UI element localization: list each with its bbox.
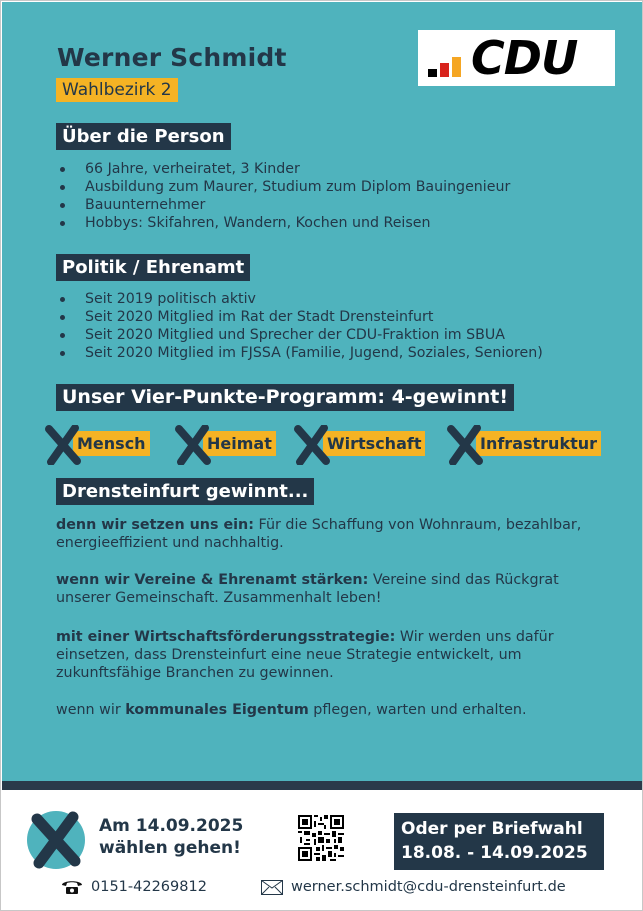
qr-code-icon[interactable]: [298, 815, 344, 861]
email-address: werner.schmidt@cdu-drensteinfurt.de: [291, 879, 566, 895]
vote-line-1: Am 14.09.2025: [99, 816, 244, 836]
envelope-icon: [261, 880, 283, 895]
phone-contact[interactable]: [61, 877, 207, 897]
list-item: 66 Jahre, verheiratet, 3 Kinder: [59, 160, 510, 178]
wins-paragraph-3: [56, 628, 586, 682]
divider-band: [2, 781, 643, 790]
logo-bar-orange: [452, 57, 461, 77]
cdu-logo: [418, 30, 615, 86]
ballot-x-icon: [445, 425, 485, 465]
list-item: Seit 2020 Mitglied im FJSSA (Familie, Jugend, Soziales, Senioren): [59, 344, 543, 362]
wins-paragraph-4: [56, 701, 586, 719]
phone-number: 0151-42269812: [91, 879, 207, 895]
paragraph-body: Wir werden uns dafür einsetzen, dass Drensteinfurt eine neue Strategie entwickelt, um zukunftsfähige Branchen zu gewinnen.: [56, 629, 554, 681]
paragraph-lead: kommunales Eigentum: [125, 702, 309, 718]
about-heading: Über die Person: [56, 123, 231, 150]
paragraph-lead: mit einer Wirtschaftsförderungsstrategie:: [56, 629, 396, 645]
program-point-infrastruktur: Infrastruktur: [476, 431, 601, 456]
list-item: Seit 2019 politisch aktiv: [59, 290, 543, 308]
ballot-x-icon: [43, 425, 83, 465]
wins-paragraph-1: [56, 516, 586, 552]
brief-line-1: Oder per Briefwahl: [401, 819, 583, 839]
paragraph-lead: denn wir setzen uns ein:: [56, 517, 254, 533]
postal-vote-box: [394, 813, 604, 870]
list-item: Hobbys: Skifahren, Wandern, Kochen und Reisen: [59, 214, 510, 232]
vote-date-note: [99, 815, 243, 859]
wins-heading: Drensteinfurt gewinnt...: [56, 478, 314, 505]
program-heading: Unser Vier-Punkte-Programm: 4-gewinnt!: [56, 384, 514, 411]
ballot-x-icon: [292, 425, 332, 465]
list-item: Bauunternehmer: [59, 196, 510, 214]
telephone-icon: [61, 879, 83, 895]
paragraph-suffix: pflegen, warten und erhalten.: [308, 702, 527, 718]
email-contact[interactable]: [261, 877, 566, 897]
wins-paragraph-2: [56, 571, 586, 607]
logo-bar-red: [440, 63, 449, 77]
vote-line-2: wählen gehen!: [99, 838, 241, 858]
ballot-x-icon: [173, 425, 213, 465]
logo-text: CDU: [471, 31, 578, 85]
district-badge: Wahlbezirk 2: [56, 78, 178, 102]
politics-list: [59, 290, 543, 362]
paragraph-body: Vereine sind das Rückgrat unserer Gemeinschaft. Zusammenhalt leben!: [56, 572, 559, 606]
paragraph-lead: wenn wir Vereine & Ehrenamt stärken:: [56, 572, 369, 588]
paragraph-body: Für die Schaffung von Wohnraum, bezahlbar, energieeffizient und nachhaltig.: [56, 517, 582, 551]
politics-heading: Politik / Ehrenamt: [56, 254, 250, 281]
list-item: Seit 2020 Mitglied im Rat der Stadt Drensteinfurt: [59, 308, 543, 326]
logo-bar-black: [428, 69, 437, 77]
brief-line-2: 18.08. - 14.09.2025: [401, 843, 588, 863]
program-point-wirtschaft: Wirtschaft: [323, 431, 425, 456]
ballot-x-icon: [25, 809, 87, 871]
list-item: Seit 2020 Mitglied und Sprecher der CDU-Fraktion im SBUA: [59, 326, 543, 344]
about-list: [59, 160, 510, 232]
candidate-name: Werner Schmidt: [57, 43, 287, 72]
program-point-heimat: Heimat: [203, 431, 276, 456]
list-item: Ausbildung zum Maurer, Studium zum Diplom Bauingenieur: [59, 178, 510, 196]
program-point-mensch: Mensch: [73, 431, 150, 456]
paragraph-prefix: wenn wir: [56, 702, 126, 718]
